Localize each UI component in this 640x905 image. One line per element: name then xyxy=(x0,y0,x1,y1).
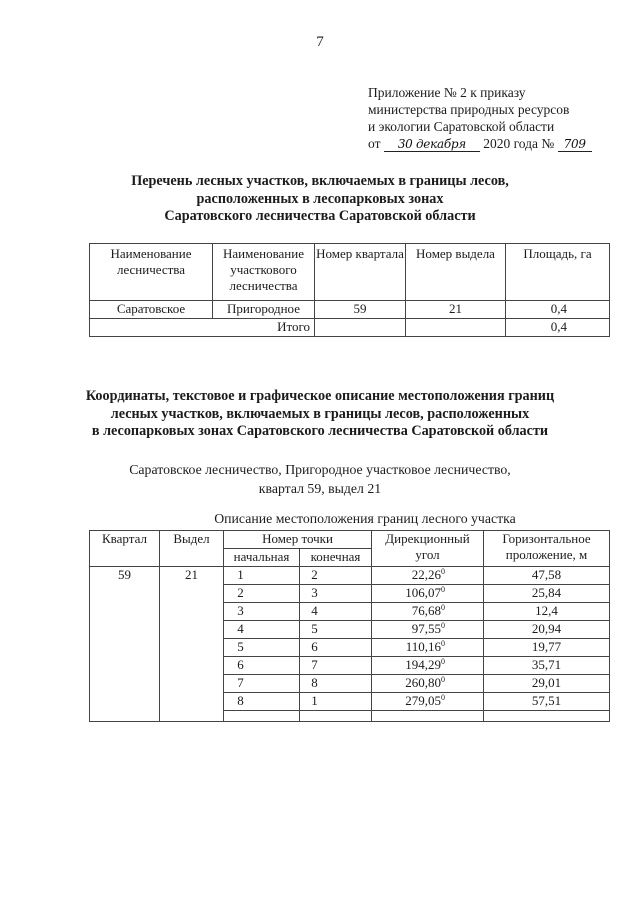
degree-mark: 0 xyxy=(441,621,445,630)
appendix-year-text: 2020 года № xyxy=(483,136,555,151)
section-title-2 xyxy=(0,388,640,441)
table2-cell-distance: 25,84 xyxy=(484,585,610,603)
appendix-date-line xyxy=(368,135,592,152)
table2-cell-distance: 19,77 xyxy=(484,639,610,657)
table2-cell-end: 2 xyxy=(300,567,372,585)
appendix-line-3: и экологии Саратовской области xyxy=(368,119,555,134)
location-line-1: Саратовское лесничество, Пригородное участковое лесничество, xyxy=(129,462,511,477)
table1-cell-area: 0,4 xyxy=(506,301,610,319)
angle-value: 76,68 xyxy=(411,603,441,618)
table1-total-label: Итого xyxy=(90,319,315,337)
table2-empty-cell xyxy=(300,711,372,722)
table1-total-empty xyxy=(315,319,406,337)
table1-cell-kvartal: 59 xyxy=(315,301,406,319)
table2-header-vydel: Выдел xyxy=(160,531,224,567)
table2-cell-angle xyxy=(372,567,484,585)
table2-header-distance: Горизонтальное проложение, м xyxy=(484,531,610,567)
forest-plots-table xyxy=(89,243,610,337)
angle-value: 260,80 xyxy=(405,675,441,690)
degree-mark: 0 xyxy=(441,567,445,576)
table1-total-empty xyxy=(406,319,506,337)
handwritten-number-text: 709 xyxy=(563,137,586,151)
degree-mark: 0 xyxy=(441,693,445,702)
table1-cell-uchastkovoe: Пригородное xyxy=(213,301,315,319)
degree-mark: 0 xyxy=(441,603,445,612)
table2-header-start: начальная xyxy=(224,549,300,567)
table2-cell-distance: 29,01 xyxy=(484,675,610,693)
table2-cell-start: 8 xyxy=(224,693,300,711)
table2-cell-angle xyxy=(372,675,484,693)
table2-header-row-1 xyxy=(90,531,610,549)
table2-cell-distance: 35,71 xyxy=(484,657,610,675)
table2-cell-start: 6 xyxy=(224,657,300,675)
table-row xyxy=(90,567,610,585)
table2-header-end: конечная xyxy=(300,549,372,567)
table2-header-angle: Дирекционный угол xyxy=(372,531,484,567)
table2-cell-vydel: 21 xyxy=(160,567,224,722)
table2-cell-end: 8 xyxy=(300,675,372,693)
title1-line-2: расположенных в лесопарковых зонах xyxy=(196,190,444,207)
table2-cell-end: 4 xyxy=(300,603,372,621)
handwritten-number xyxy=(558,137,592,152)
table1-header-uchastkovoe: Наименование участкового лесничества xyxy=(213,244,315,301)
table1-cell-vydel: 21 xyxy=(406,301,506,319)
boundary-description-table xyxy=(89,530,610,722)
table-row xyxy=(90,301,610,319)
title2-line-1: Координаты, текстовое и графическое описание местоположения границ xyxy=(85,388,555,404)
table2-header-points: Номер точки xyxy=(224,531,372,549)
table2-cell-start: 5 xyxy=(224,639,300,657)
table2-cell-end: 5 xyxy=(300,621,372,639)
table2-cell-start: 7 xyxy=(224,675,300,693)
appendix-line-1: Приложение № 2 к приказу xyxy=(368,85,526,100)
appendix-header xyxy=(368,84,592,152)
table1-header-vydel: Номер выдела xyxy=(406,244,506,301)
angle-value: 22,26 xyxy=(411,567,441,582)
title2-line-2: лесных участков, включаемых в границы лесов, расположенных xyxy=(110,405,530,422)
degree-mark: 0 xyxy=(441,657,445,666)
table2-cell-end: 1 xyxy=(300,693,372,711)
table2-cell-distance: 20,94 xyxy=(484,621,610,639)
table2-header-kvartal: Квартал xyxy=(90,531,160,567)
degree-mark: 0 xyxy=(441,639,445,648)
table2-cell-end: 3 xyxy=(300,585,372,603)
appendix-date-prefix: от xyxy=(368,136,381,151)
table2-cell-angle xyxy=(372,639,484,657)
table1-header-lesnichestvo: Наименование лесничества xyxy=(90,244,213,301)
page-number: 7 xyxy=(316,34,324,50)
table2-cell-angle xyxy=(372,657,484,675)
table2-cell-distance: 12,4 xyxy=(484,603,610,621)
degree-mark: 0 xyxy=(441,585,445,594)
handwritten-date xyxy=(384,137,480,152)
table2-cell-start: 2 xyxy=(224,585,300,603)
table1-header-row xyxy=(90,244,610,301)
table1-header-kvartal: Номер квартала xyxy=(315,244,406,301)
table2-caption: Описание местоположения границ лесного участка xyxy=(214,511,516,526)
angle-value: 279,05 xyxy=(405,693,441,708)
table2-empty-cell xyxy=(484,711,610,722)
table1-cell-lesnichestvo: Саратовское xyxy=(90,301,213,319)
table2-cell-start: 3 xyxy=(224,603,300,621)
table2-cell-start: 4 xyxy=(224,621,300,639)
table1-total-row xyxy=(90,319,610,337)
appendix-line-2: министерства природных ресурсов xyxy=(368,102,570,117)
table2-cell-end: 7 xyxy=(300,657,372,675)
table2-empty-cell xyxy=(224,711,300,722)
table1-header-area: Площадь, га xyxy=(506,244,610,301)
table2-cell-distance: 47,58 xyxy=(484,567,610,585)
handwritten-date-text: 30 декабря xyxy=(397,137,466,151)
location-line-2: квартал 59, выдел 21 xyxy=(258,481,382,496)
angle-value: 194,29 xyxy=(405,657,441,672)
angle-value: 110,16 xyxy=(405,639,441,654)
title2-line-3: в лесопарковых зонах Саратовского лесничества Саратовской области xyxy=(91,423,549,439)
table2-cell-angle xyxy=(372,693,484,711)
table2-cell-start: 1 xyxy=(224,567,300,585)
table2-cell-angle xyxy=(372,621,484,639)
table2-empty-cell xyxy=(372,711,484,722)
degree-mark: 0 xyxy=(441,675,445,684)
angle-value: 97,55 xyxy=(411,621,441,636)
title1-line-1: Перечень лесных участков, включаемых в границы лесов, xyxy=(131,173,509,189)
table2-cell-distance: 57,51 xyxy=(484,693,610,711)
table1-total-value: 0,4 xyxy=(506,319,610,337)
table2-cell-angle xyxy=(372,585,484,603)
section-title-1 xyxy=(0,173,640,226)
title1-line-3: Саратовского лесничества Саратовской области xyxy=(164,208,476,224)
table2-cell-kvartal: 59 xyxy=(90,567,160,722)
location-description xyxy=(0,460,640,498)
angle-value: 106,07 xyxy=(405,585,441,600)
table2-cell-end: 6 xyxy=(300,639,372,657)
table2-cell-angle xyxy=(372,603,484,621)
